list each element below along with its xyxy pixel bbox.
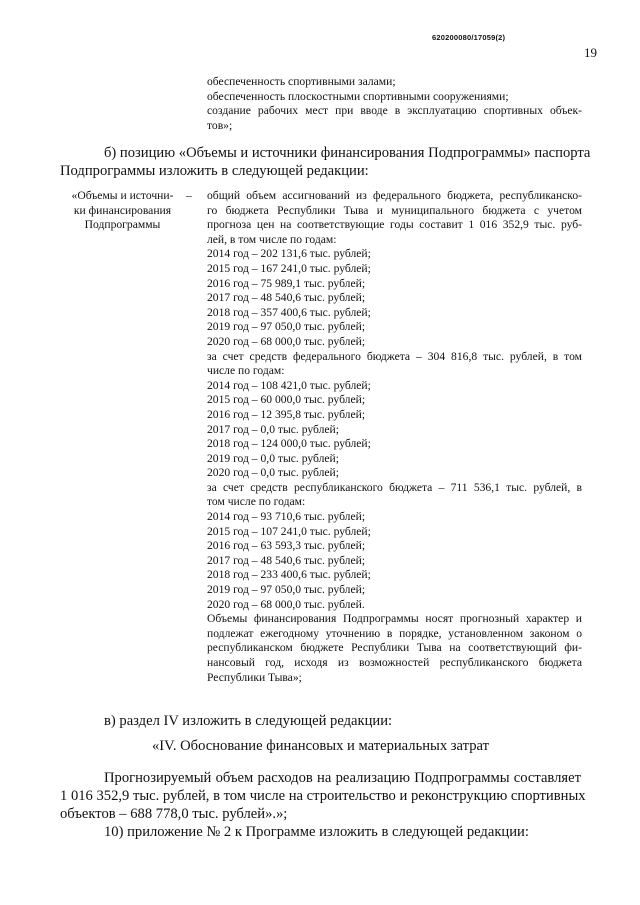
year-amount-line: 2014 год – 202 131,6 тыс. рублей; (207, 247, 371, 261)
year-amount-line: 2020 год – 68 000,0 тыс. рублей; (207, 334, 366, 348)
year-amount-line: 2017 год – 0,0 тыс. рублей; (207, 422, 339, 436)
page-number: 19 (584, 45, 597, 60)
item-b-line: б) позицию «Объемы и источники финансирования Подпрограммы» паспорта (104, 145, 591, 161)
section-title: «IV. Обоснование финансовых и материальных затрат (152, 738, 489, 754)
year-amount-line: 2019 год – 0,0 тыс. рублей; (207, 451, 339, 465)
year-amount-line: 2016 год – 12 395,8 тыс. рублей; (207, 407, 366, 421)
year-amount-line: 2018 год – 357 400,6 тыс. рублей; (207, 305, 371, 319)
financing-line: прогноза цен на соответствующие годы составит 1 016 352,9 тыс. руб- (207, 218, 582, 232)
financing-line: общий объем ассигнований из федерального бюджета, республиканско- (207, 189, 582, 202)
financing-line: го бюджета Республики Тыва и муниципального бюджета с учетом (207, 203, 582, 217)
year-amount-line: 2017 год – 48 540,6 тыс. рублей; (207, 291, 366, 305)
section-body-line: 1 016 352,9 тыс. рублей, в том числе на строительство и реконструкцию спортивных (60, 788, 586, 804)
year-amount-line: 2016 год – 63 593,3 тыс. рублей; (207, 539, 366, 553)
passport-financing-text (207, 189, 582, 685)
year-amount-line: 2017 год – 48 540,6 тыс. рублей; (207, 553, 366, 567)
passport-label-line: Подпрограммы (84, 218, 161, 232)
financing-line: за счет средств республиканского бюджета – 711 536,1 тыс. рублей, в (207, 480, 582, 494)
year-amount-line: 2018 год – 124 000,0 тыс. рублей; (207, 437, 371, 451)
year-amount-line: 2016 год – 75 989,1 тыс. рублей; (207, 276, 366, 290)
financing-line: нансовый год, исходя из возможностей республиканского бюджета (207, 656, 582, 669)
year-amount-line: 2018 год – 233 400,6 тыс. рублей; (207, 568, 371, 582)
financing-line: лей, в том числе по годам: (207, 232, 337, 246)
year-amount-line: 2019 год – 97 050,0 тыс. рублей; (207, 583, 366, 597)
item-b-paragraph (60, 144, 591, 180)
year-amount-line: 2014 год – 93 710,6 тыс. рублей; (207, 510, 366, 524)
passport-dash: – (186, 189, 192, 202)
financing-line: числе по годам: (207, 364, 285, 378)
passport-label-line: «Объемы и источни- (71, 189, 174, 202)
year-amount-line: 2014 год – 108 421,0 тыс. рублей; (207, 378, 371, 392)
passport-label (60, 189, 185, 233)
indicator-line: обеспеченность плоскостными спортивными сооружениями; (207, 89, 509, 103)
indicators-list (207, 75, 582, 133)
year-amount-line: 2020 год – 0,0 тыс. рублей; (207, 466, 339, 480)
year-amount-line: 2020 год – 68 000,0 тыс. рублей. (207, 597, 365, 611)
financing-line: за счет средств федерального бюджета – 304 816,8 тыс. рублей, в том (207, 349, 582, 363)
financing-line: подлежат ежегодному уточнению в порядке, установленном законом о (207, 626, 582, 640)
indicator-line: обеспеченность спортивными залами; (207, 75, 396, 88)
section-body-line: Прогнозируемый объем расходов на реализацию Подпрограммы составляет (104, 770, 581, 786)
item-b-line: Подпрограммы изложить в следующей редакции: (60, 163, 369, 179)
indicator-line: тов»; (207, 118, 233, 132)
section-body (60, 769, 586, 823)
financing-line: республиканском бюджете Республики Тыва на соответствующий фи- (207, 641, 582, 655)
financing-line: Республики Тыва»; (207, 670, 302, 684)
document-code: 620200080/17059(2) (432, 33, 506, 42)
section-body-line: объектов – 688 778,0 тыс. рублей».»; (60, 806, 288, 822)
year-amount-line: 2019 год – 97 050,0 тыс. рублей; (207, 320, 366, 334)
item-10-paragraph: 10) приложение № 2 к Программе изложить в следующей редакции: (104, 824, 529, 840)
financing-line: Объемы финансирования Подпрограммы носят прогнозный характер и (207, 612, 582, 626)
financing-line: том числе по годам: (207, 495, 306, 509)
item-v-paragraph: в) раздел IV изложить в следующей редакции: (104, 713, 393, 729)
year-amount-line: 2015 год – 167 241,0 тыс. рублей; (207, 261, 371, 275)
passport-label-line: ки финансирования (73, 203, 172, 217)
year-amount-line: 2015 год – 107 241,0 тыс. рублей; (207, 524, 371, 538)
year-amount-line: 2015 год – 60 000,0 тыс. рублей; (207, 393, 366, 407)
indicator-line: создание рабочих мест при вводе в эксплуатацию спортивных объек- (207, 104, 582, 118)
